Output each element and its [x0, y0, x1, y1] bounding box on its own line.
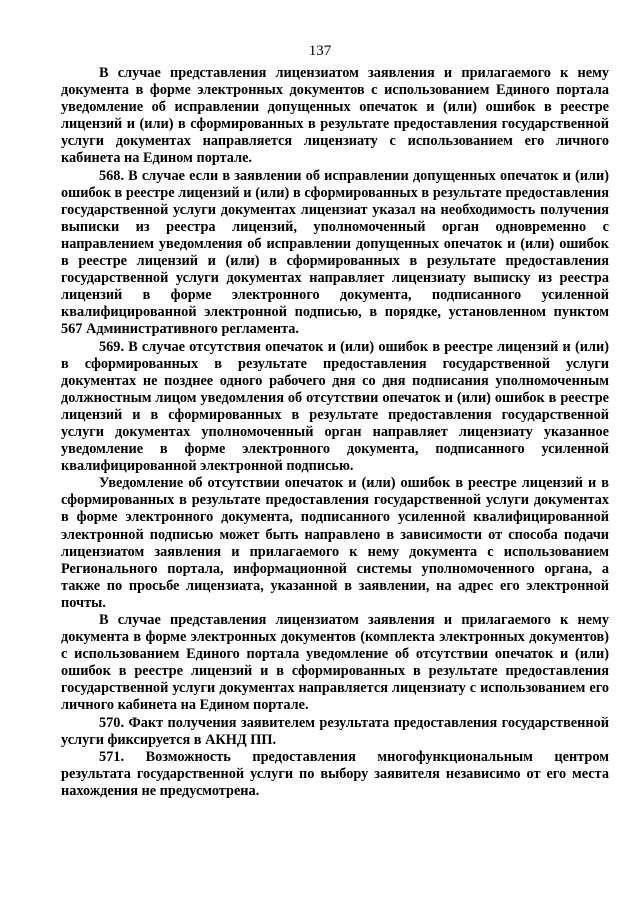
- paragraph-569: 569. В случае отсутствия опечаток и (или) ошибок в реестре лицензий и (или) в сформированных в результате предоставления государственной услуги документах не позднее одного рабочего дня со дня подписания уполномоченным должностным лицом уведомления об отсутствии опечаток и (или) ошибок в реестре лицензий и в сформированных в результате предоставления государственной услуги документах уполномоченный орган направляет лицензиату указанное уведомление в форме электронного документа, подписанного усиленной квалифицированной электронной подписью.: [61, 338, 609, 475]
- page-number: 137: [308, 43, 332, 59]
- paragraph-570: 570. Факт получения заявителем результата предоставления государственной услуги фиксируется в АКНД ПП.: [61, 714, 609, 748]
- paragraph-571: 571. Возможность предоставления многофункциональным центром результата государственной услуги по выбору заявителя независимо от его места нахождения не предусмотрена.: [61, 748, 609, 799]
- paragraph-notification-portal: В случае представления лицензиатом заявления и прилагаемого к нему документа в форме электронных документов с использованием Единого портала уведомление об исправлении допущенных опечаток и (или) ошибок в реестре лицензий и (или) в сформированных в результате предоставления государственной услуги документах направляется лицензиату с использованием его личного кабинета на Едином портале.: [61, 65, 609, 167]
- paragraph-absence-notification: Уведомление об отсутствии опечаток и (или) ошибок в реестре лицензий и в сформированных в результате предоставления государственной услуги документах в форме электронного документа, подписанного усиленной квалифицированной электронной подписью может быть направлено в зависимости от способа подачи лицензиатом заявления и прилагаемого к нему документа с использованием Регионального портала, информационной системы уполномоченного органа, а также по просьбе лицензиата, указанной в заявлении, на адрес его электронной почты.: [61, 475, 609, 611]
- paragraph-568: 568. В случае если в заявлении об исправлении допущенных опечаток и (или) ошибок в реестре лицензий и (или) в сформированных в результате предоставления государственной услуги документах лицензиат указал на необходимость получения выписки из реестра лицензий, уполномоченный орган одновременно с направлением уведомления об исправлении допущенных опечаток и (или) ошибок в реестре лицензий и (или) в сформированных в результате предоставления государственной услуги документах направляет лицензиату выписку из реестра лицензий в форме электронного документа, подписанного усиленной квалифицированной электронной подписью, в порядке, установленном пунктом 567 Административного регламента.: [61, 167, 609, 338]
- document-body: [61, 65, 609, 800]
- paragraph-portal-delivery: В случае представления лицензиатом заявления и прилагаемого к нему документа в форме электронных документов (комплекта электронных документов) с использованием Единого портала уведомление об отсутствии опечаток и (или) ошибок в реестре лицензий и в сформированных в результате предоставления государственной услуги документах направляется лицензиату с использованием его личного кабинета на Едином портале.: [61, 612, 609, 714]
